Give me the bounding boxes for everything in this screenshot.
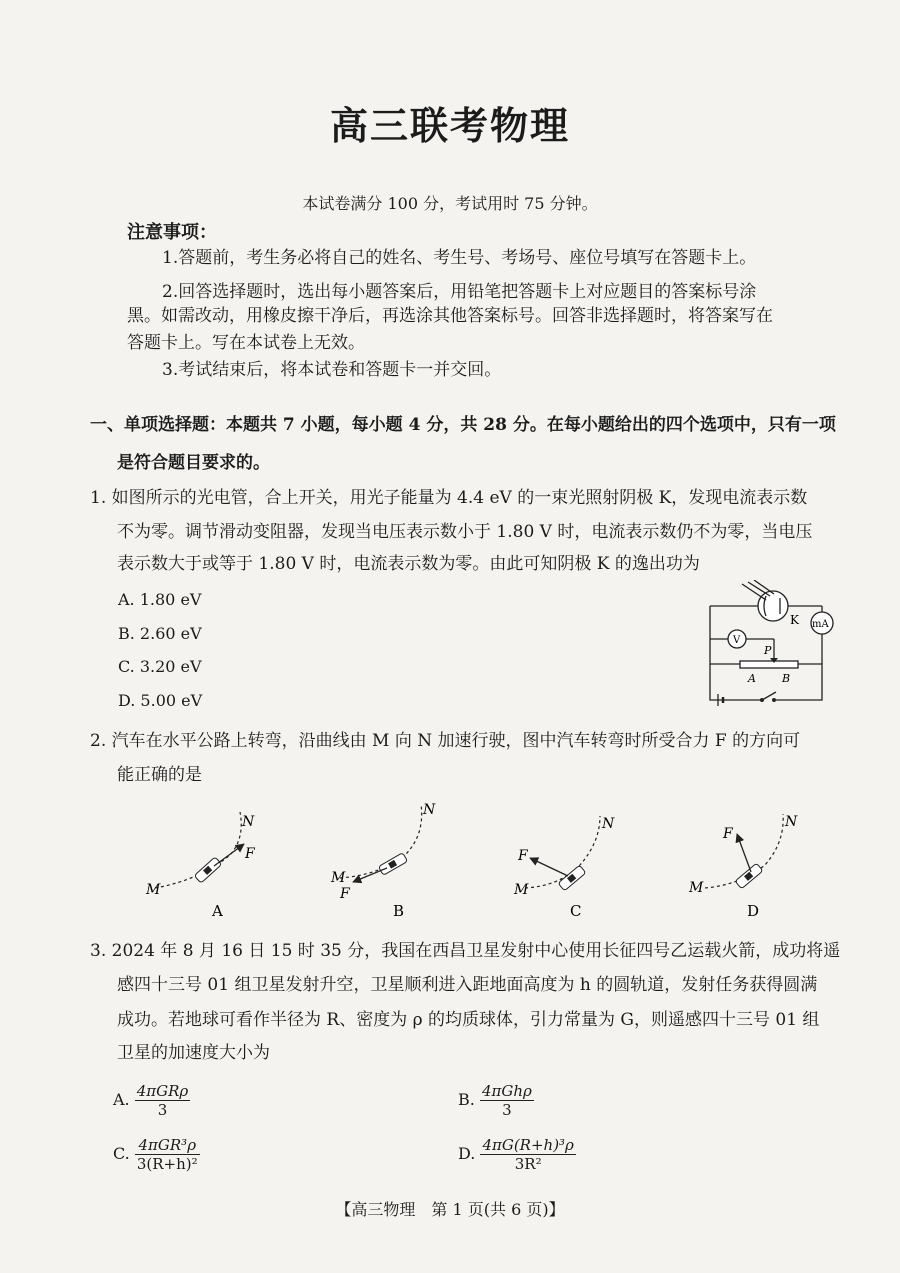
note-line-1: 1.答题前，考生务必将自己的姓名、考生号、考场号、座位号填写在答题卡上。: [162, 248, 757, 268]
label-b: B: [782, 672, 791, 685]
q2-line-1: 2. 汽车在水平公路上转弯，沿曲线由 M 向 N 加速行驶，图中汽车转弯时所受合力 F 的方向可: [90, 731, 801, 751]
note-line-2: 2.回答选择题时，选出每小题答案后，用铅笔把答题卡上对应题目的答案标号涂: [162, 282, 757, 302]
svg-text:F: F: [723, 826, 733, 842]
figure-d: [688, 814, 798, 920]
q3-option-b: B. $\frac{\text{4πGhρ}}{3}$: [458, 1082, 532, 1119]
label-p: P: [764, 644, 772, 657]
page-footer: 【高三物理 第 1 页(共 6 页)】: [335, 1200, 565, 1219]
figure-d-caption: D: [747, 902, 760, 920]
q1-option-c: C. 3.20 eV: [118, 657, 202, 676]
note-line-3: 黑。如需改动，用橡皮擦干净后，再选涂其他答案标号。回答非选择题时，将答案写在: [127, 306, 773, 326]
q3-option-c: C. $\frac{\text{4πGR³ρ}}{\text{3(R+h)²}}$: [113, 1136, 198, 1173]
q3-line-2: 感四十三号 01 组卫星发射升空，卫星顺利进入距地面高度为 h 的圆轨道，发射任务获得圆满: [117, 975, 818, 995]
svg-text:N: N: [242, 814, 255, 830]
label-k: K: [790, 613, 799, 627]
q1-circuit-diagram: [690, 580, 840, 710]
label-v: V: [733, 635, 741, 646]
q3-line-1: 3. 2024 年 8 月 16 日 15 时 35 分，我国在西昌卫星发射中心使用长征四号乙运载火箭，成功将遥: [90, 941, 841, 961]
q1-line-2: 不为零。调节滑动变阻器，发现当电压表示数小于 1.80 V 时，电流表示数仍不为零，当电压: [117, 522, 813, 542]
figure-c: [513, 816, 615, 920]
svg-text:N: N: [785, 814, 798, 830]
note-line-5: 3.考试结束后，将本试卷和答题卡一并交回。: [162, 360, 502, 380]
exam-info: 本试卷满分 100 分，考试用时 75 分钟。: [302, 194, 598, 213]
section-heading: 一、单项选择题：本题共 7 小题，每小题 4 分，共 28 分。在每小题给出的四个选项中，只有一项: [90, 415, 836, 435]
q2-line-2: 能正确的是: [117, 765, 202, 785]
svg-text:N: N: [602, 816, 615, 832]
svg-text:F: F: [340, 886, 350, 902]
q1-option-a: A. 1.80 eV: [118, 590, 202, 609]
q1-line-1: 1. 如图所示的光电管，合上开关，用光子能量为 4.4 eV 的一束光照射阴极 K，发现电流表示数: [90, 488, 808, 508]
page-title: 高三联考物理: [329, 103, 570, 148]
figure-b-caption: B: [393, 902, 405, 920]
q3-line-3: 成功。若地球可看作半径为 R、密度为 ρ 的均质球体，引力常量为 G，则遥感四十三号 01 组: [117, 1010, 820, 1030]
section-heading-cont: 是符合题目要求的。: [117, 453, 270, 473]
figure-c-caption: C: [570, 902, 582, 920]
svg-text:F: F: [245, 846, 255, 862]
q1-option-b: B. 2.60 eV: [118, 624, 202, 643]
q2-figures: [140, 800, 840, 925]
q1-line-3: 表示数大于或等于 1.80 V 时，电流表示数为零。由此可知阴极 K 的逸出功为: [117, 554, 700, 574]
q3-option-d: D. $\frac{\text{4πG(R+h)³ρ}}{\text{3R²}}$: [458, 1136, 574, 1173]
figure-b: [330, 802, 436, 920]
label-a: A: [748, 672, 756, 685]
svg-text:M: M: [331, 870, 346, 886]
svg-text:M: M: [689, 880, 704, 896]
svg-text:N: N: [423, 802, 436, 818]
svg-text:M: M: [146, 882, 161, 898]
figure-a: [145, 812, 256, 920]
q3-option-a: A. $\frac{\text{4πGRρ}}{3}$: [113, 1082, 189, 1119]
notes-heading: 注意事项：: [127, 222, 217, 243]
svg-text:F: F: [518, 848, 528, 864]
svg-text:M: M: [514, 882, 529, 898]
q1-option-d: D. 5.00 eV: [118, 691, 203, 710]
note-line-4: 答题卡上。写在本试卷上无效。: [127, 333, 365, 353]
q3-line-4: 卫星的加速度大小为: [117, 1043, 270, 1063]
figure-a-caption: A: [212, 902, 223, 920]
label-ma: mA: [812, 619, 829, 630]
